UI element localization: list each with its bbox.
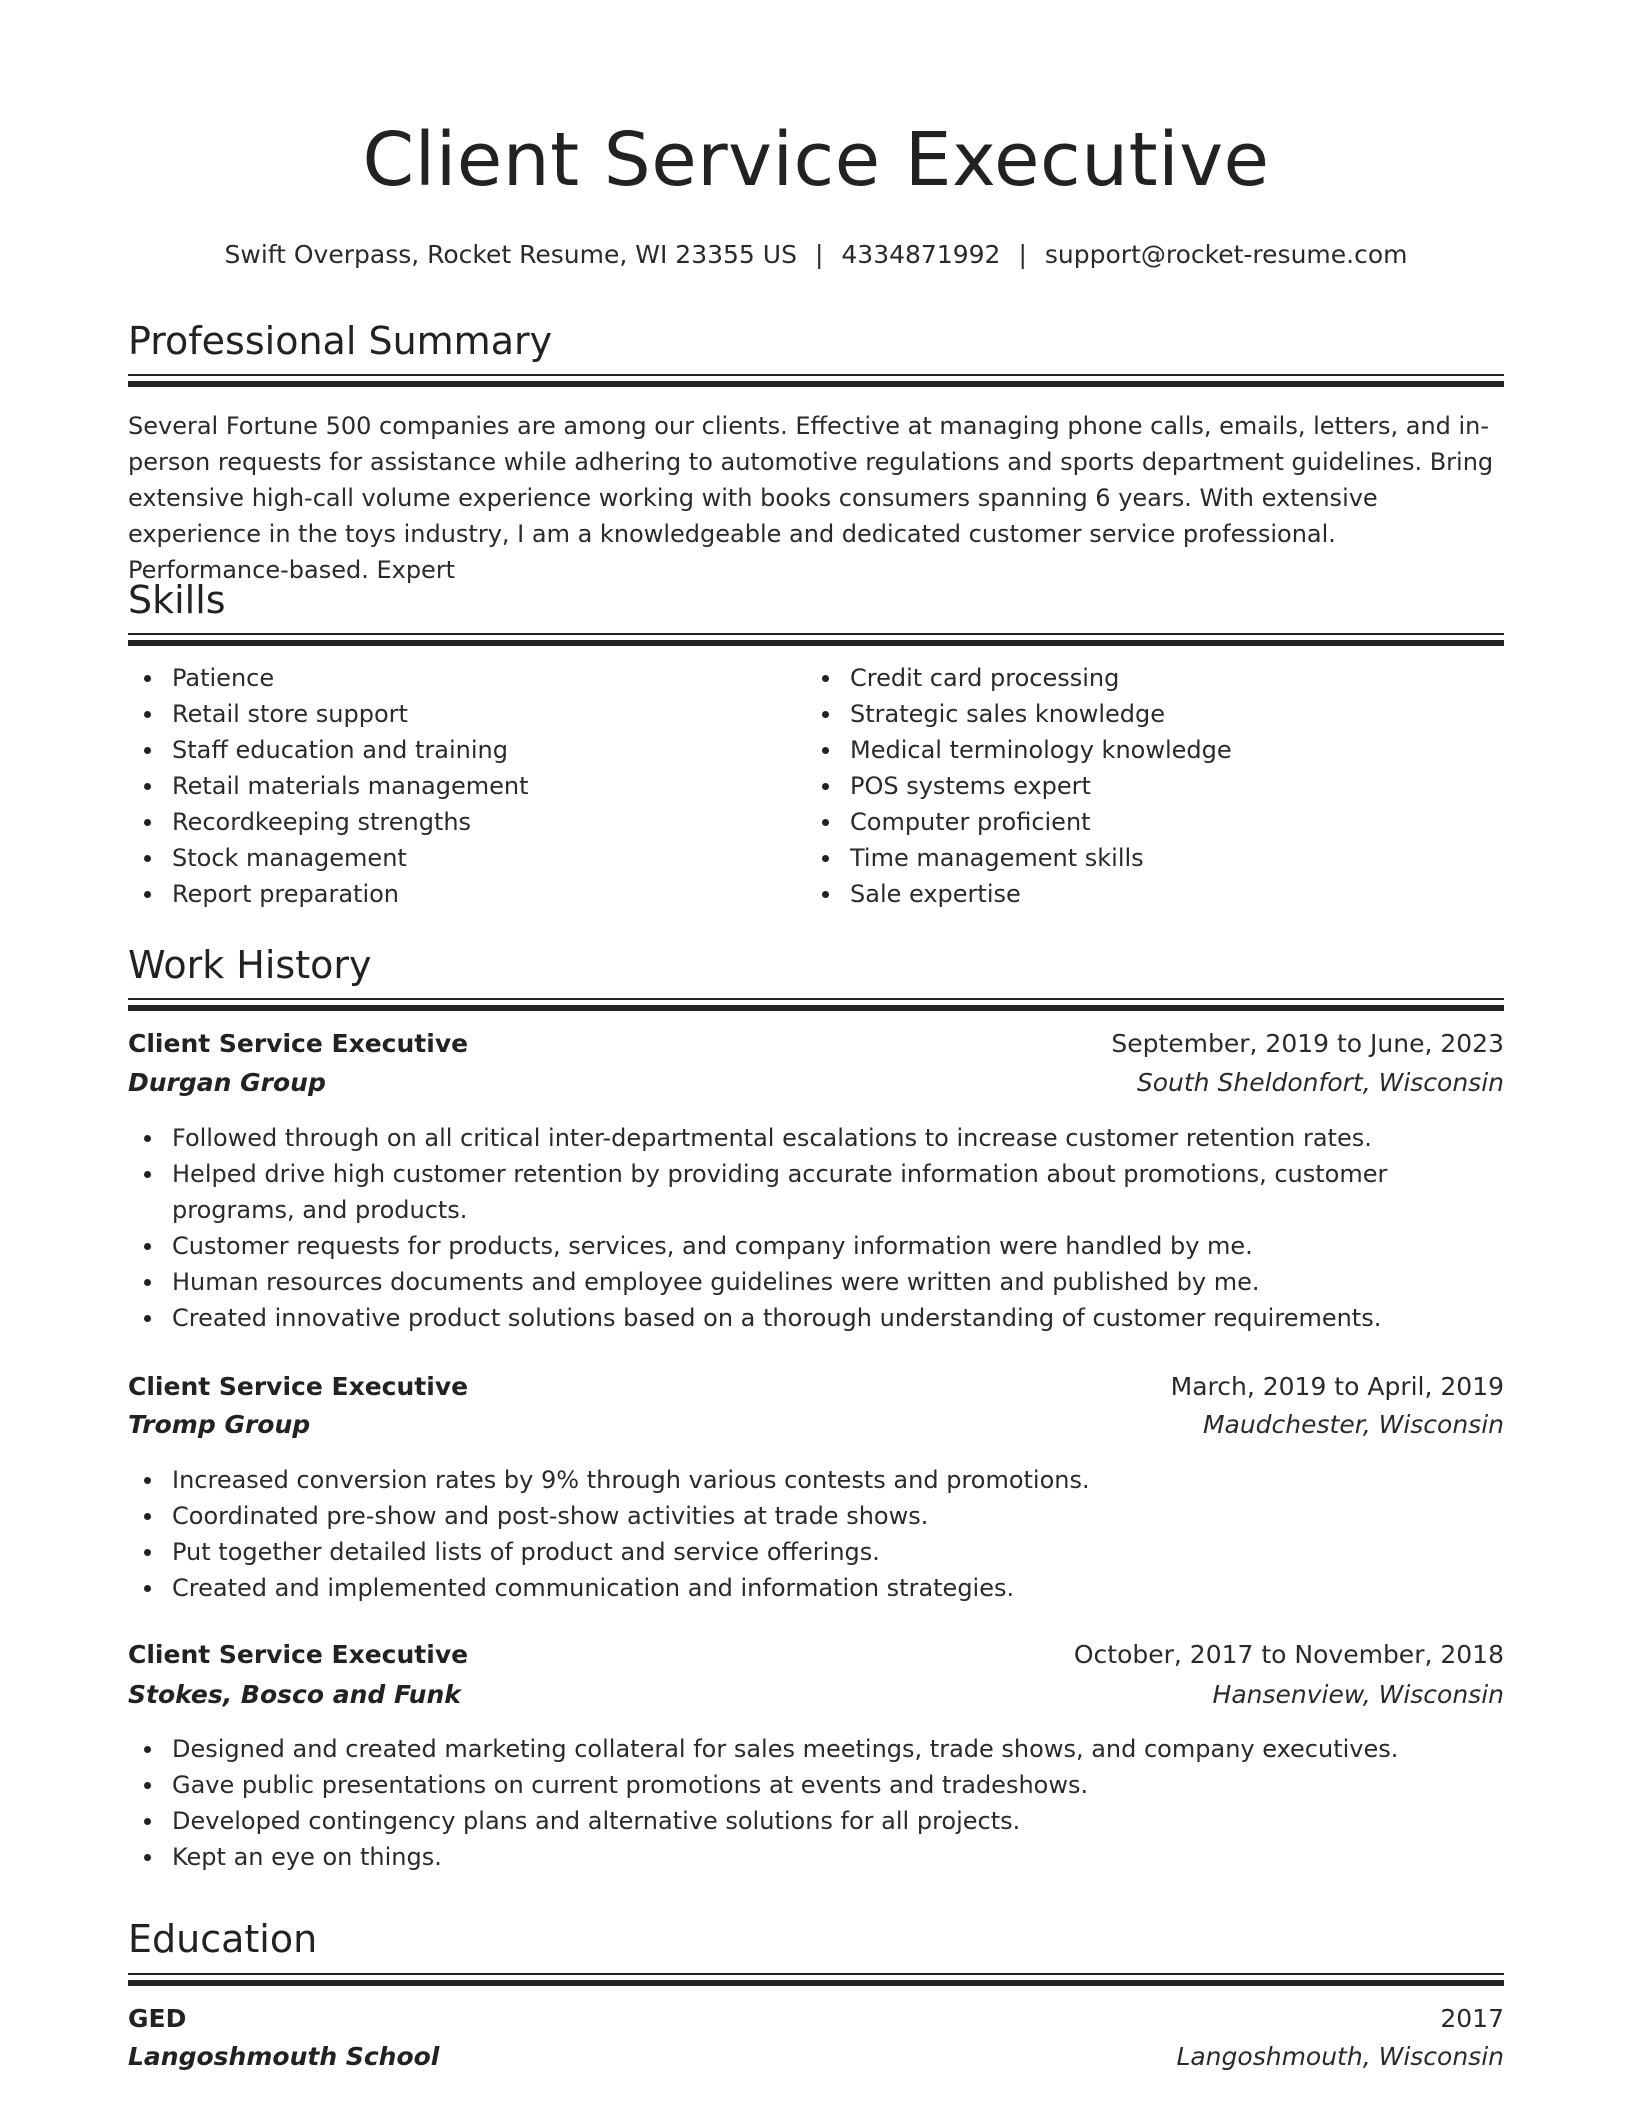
job-company: Stokes, Bosco and Funk: [128, 1680, 461, 1709]
job-bullet: Increased conversion rates by 9% through various contests and promotions.: [128, 1462, 1504, 1498]
job-bullet: Developed contingency plans and alternative solutions for all projects.: [128, 1803, 1504, 1839]
skills-heading: Skills: [128, 578, 226, 622]
job-location: Hansenview, Wisconsin: [1212, 1680, 1504, 1709]
job-bullet: Kept an eye on things.: [128, 1839, 1504, 1875]
education-year: 2017: [1440, 2004, 1504, 2033]
skill-item: Computer proficient: [806, 804, 1504, 840]
job-title: Client Service Executive: [128, 1029, 469, 1058]
skill-item: Medical terminology knowledge: [806, 732, 1504, 768]
job-bullet: Created innovative product solutions based on a thorough understanding of customer requirements.: [128, 1300, 1504, 1336]
contact-address: Swift Overpass, Rocket Resume, WI 23355 US: [224, 240, 797, 269]
job-company: Tromp Group: [128, 1410, 311, 1439]
education-heading: Education: [128, 1917, 318, 1961]
contact-separator: |: [1018, 240, 1027, 269]
skills-list-left: [128, 660, 798, 912]
summary-divider: [128, 374, 1504, 387]
skill-item: Report preparation: [128, 876, 798, 912]
job-bullet: Gave public presentations on current promotions at events and tradeshows.: [128, 1767, 1504, 1803]
job-location: Maudchester, Wisconsin: [1202, 1410, 1504, 1439]
skill-item: Sale expertise: [806, 876, 1504, 912]
contact-line: [128, 240, 1504, 269]
job-bullets: [128, 1731, 1504, 1875]
skill-item: Patience: [128, 660, 798, 696]
job-bullet: Human resources documents and employee guidelines were written and published by me.: [128, 1264, 1504, 1300]
job-dates: March, 2019 to April, 2019: [1170, 1372, 1504, 1401]
skill-item: Strategic sales knowledge: [806, 696, 1504, 732]
contact-email: support@rocket-resume.com: [1044, 240, 1408, 269]
skill-item: Recordkeeping strengths: [128, 804, 798, 840]
job-bullets: [128, 1462, 1504, 1606]
skill-item: Stock management: [128, 840, 798, 876]
skill-item: POS systems expert: [806, 768, 1504, 804]
job-company: Durgan Group: [128, 1068, 326, 1097]
job-bullet: Followed through on all critical inter-departmental escalations to increase customer retention rates.: [128, 1120, 1504, 1156]
job-dates: September, 2019 to June, 2023: [1111, 1029, 1504, 1058]
skill-item: Time management skills: [806, 840, 1504, 876]
contact-phone: 4334871992: [841, 240, 1001, 269]
skills-divider: [128, 633, 1504, 646]
education-school: Langoshmouth School: [128, 2042, 440, 2071]
job-bullets: [128, 1120, 1504, 1336]
job-bullet: Put together detailed lists of product and service offerings.: [128, 1534, 1504, 1570]
job-bullet: Designed and created marketing collateral for sales meetings, trade shows, and company executives.: [128, 1731, 1504, 1767]
contact-separator: |: [814, 240, 824, 269]
skill-item: Staff education and training: [128, 732, 798, 768]
job-title: Client Service Executive: [128, 1640, 469, 1669]
education-location: Langoshmouth, Wisconsin: [1176, 2042, 1504, 2071]
candidate-name: Client Service Executive: [362, 117, 1270, 203]
skills-list-right: [806, 660, 1504, 912]
job-bullet: Helped drive high customer retention by providing accurate information about promotions, customer programs, and products.: [128, 1156, 1504, 1228]
work-divider: [128, 998, 1504, 1011]
education-divider: [128, 1973, 1504, 1986]
skill-item: Retail store support: [128, 696, 798, 732]
job-dates: October, 2017 to November, 2018: [1073, 1640, 1504, 1669]
job-bullet: Customer requests for products, services, and company information were handled by me.: [128, 1228, 1504, 1264]
job-bullet: Created and implemented communication and information strategies.: [128, 1570, 1504, 1606]
summary-heading: Professional Summary: [128, 319, 553, 363]
job-bullet: Coordinated pre-show and post-show activities at trade shows.: [128, 1498, 1504, 1534]
skill-item: Credit card processing: [806, 660, 1504, 696]
work-heading: Work History: [128, 943, 372, 987]
summary-text: Several Fortune 500 companies are among our clients. Effective at managing phone calls, emails, letters, and in-person requests for assistance while adhering to automotive regulations and sports department guidelines. Bring extensive high-call volume experience working with books consumers spanning 6 years. With extensive experience in the toys industry, I am a knowledgeable and dedicated customer service professional. Performance-based. Expert: [128, 412, 1494, 584]
job-location: South Sheldonfort, Wisconsin: [1136, 1068, 1504, 1097]
job-title: Client Service Executive: [128, 1372, 469, 1401]
skill-item: Retail materials management: [128, 768, 798, 804]
education-degree: GED: [128, 2004, 187, 2033]
